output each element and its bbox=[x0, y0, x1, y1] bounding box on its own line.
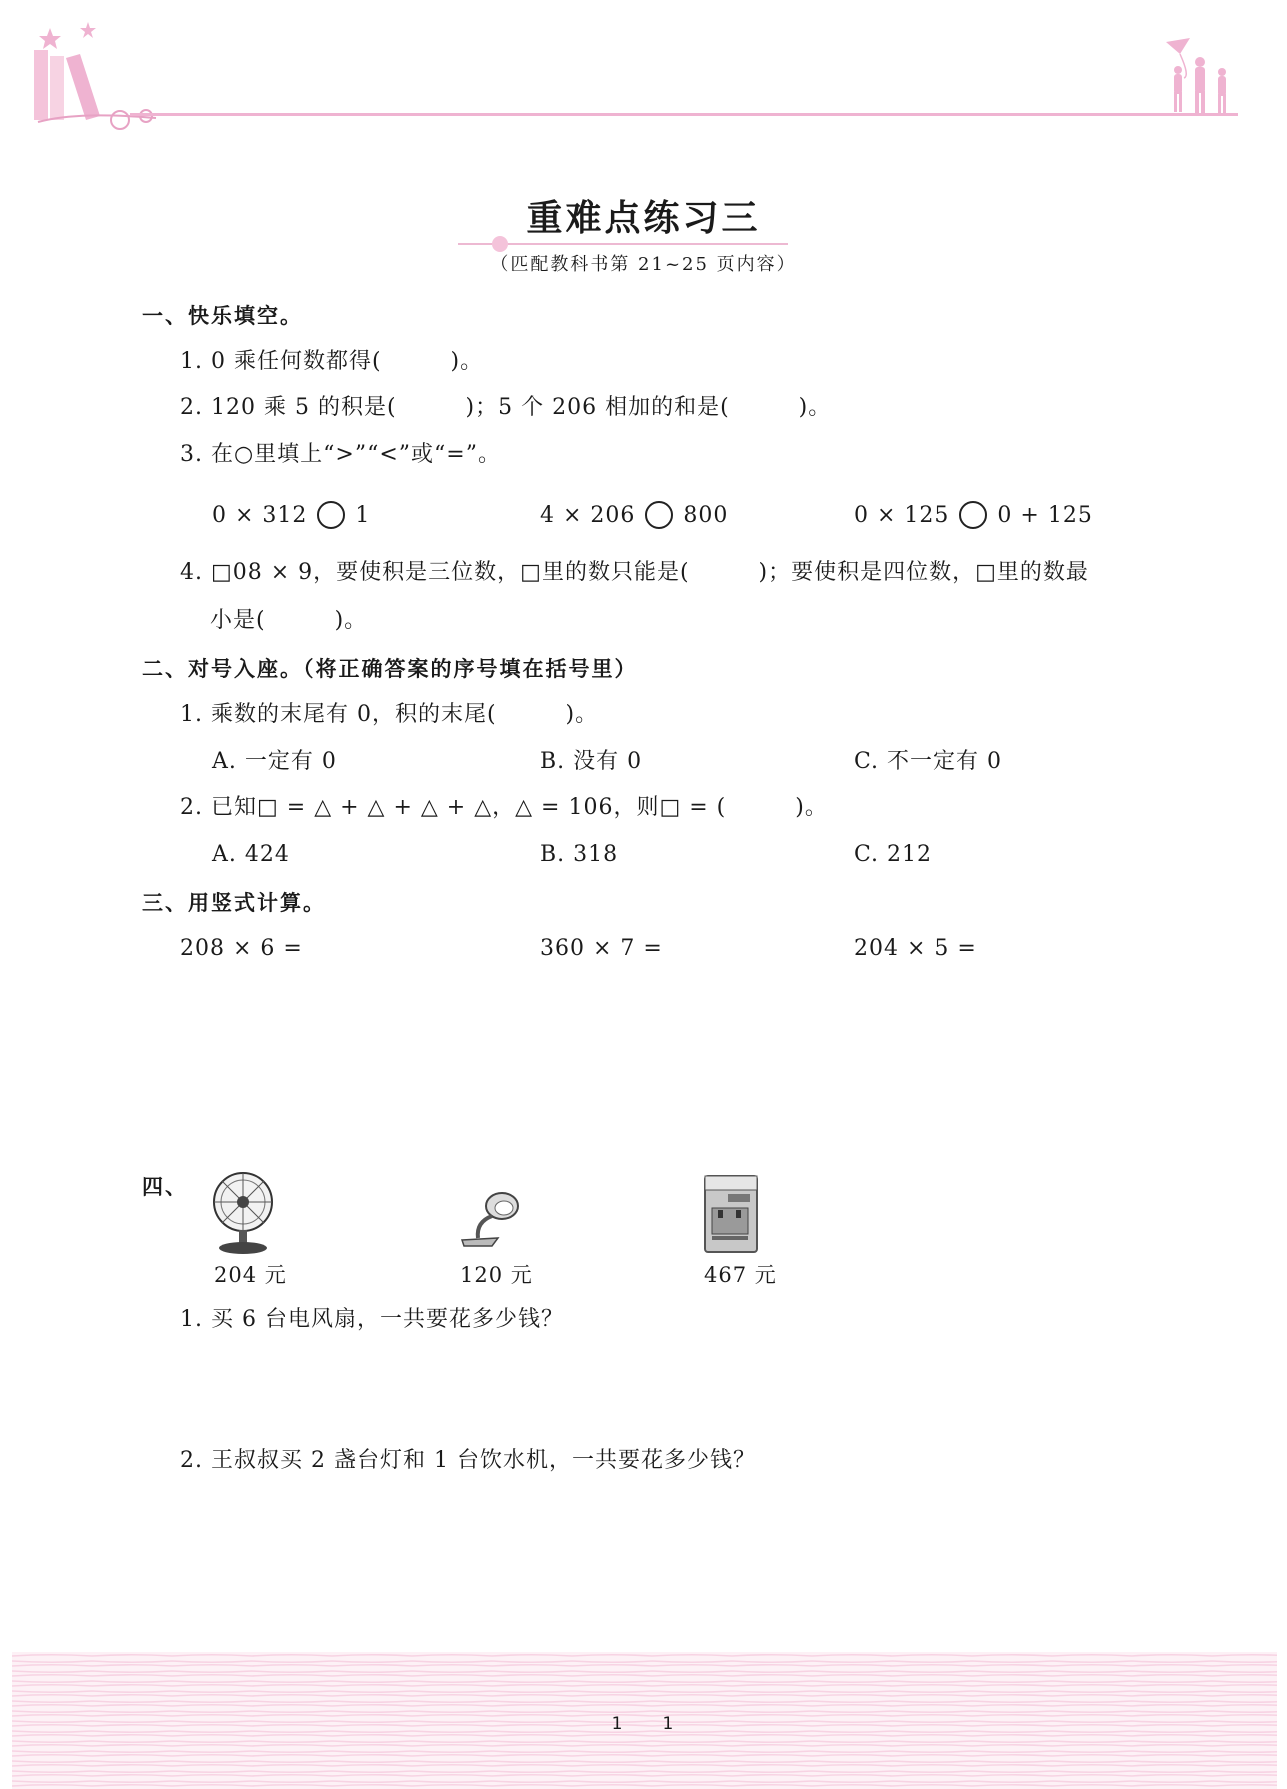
compare-right: 800 bbox=[683, 503, 729, 528]
compare-left: 0 × 125 bbox=[854, 503, 950, 528]
page-subtitle: （匹配教科书第 21~25 页内容） bbox=[490, 254, 797, 275]
option-a[interactable]: A. 一定有 0 bbox=[212, 749, 337, 774]
desk-lamp-icon bbox=[458, 1188, 522, 1248]
compare-right: 1 bbox=[355, 503, 371, 528]
page-number: 1 1 bbox=[611, 1714, 676, 1734]
section2-question-1: 1. 乘数的末尾有 0，积的末尾( )。 bbox=[180, 702, 599, 727]
dispenser-price: 467 元 bbox=[704, 1263, 777, 1287]
section2-question-2: 2. 已知□ = △ + △ + △ + △，△ = 106，则□ = ( )。 bbox=[180, 795, 828, 820]
section1-question-4-line2: 小是( )。 bbox=[210, 608, 368, 633]
section1-heading: 一、快乐填空。 bbox=[142, 304, 303, 328]
calc-item-2: 360 × 7 = bbox=[540, 936, 663, 961]
section4-question-2: 2. 王叔叔买 2 盏台灯和 1 台饮水机，一共要花多少钱？ bbox=[180, 1448, 756, 1473]
section2-heading: 二、对号入座。（将正确答案的序号填在括号里） bbox=[142, 657, 638, 681]
section1-question-1: 1. 0 乘任何数都得( )。 bbox=[180, 349, 484, 374]
option-c[interactable]: C. 212 bbox=[854, 842, 933, 867]
section1-question-3: 3. 在○里填上“>”“<”或“=”。 bbox=[180, 442, 501, 467]
compare-right: 0 + 125 bbox=[997, 503, 1093, 528]
title-underline-decoration bbox=[458, 236, 788, 252]
compare-left: 0 × 312 bbox=[212, 503, 308, 528]
kids-kite-silhouette bbox=[1160, 36, 1245, 118]
electric-fan-icon bbox=[210, 1170, 276, 1254]
answer-circle[interactable] bbox=[959, 501, 987, 529]
section3-heading: 三、用竖式计算。 bbox=[142, 891, 326, 915]
compare-item-3 bbox=[854, 501, 1093, 531]
compare-item-2 bbox=[540, 501, 728, 531]
section4-question-1: 1. 买 6 台电风扇，一共要花多少钱？ bbox=[180, 1307, 564, 1332]
option-b[interactable]: B. 没有 0 bbox=[540, 749, 643, 774]
option-b[interactable]: B. 318 bbox=[540, 842, 619, 867]
answer-circle[interactable] bbox=[317, 501, 345, 529]
option-c[interactable]: C. 不一定有 0 bbox=[854, 749, 1003, 774]
option-a[interactable]: A. 424 bbox=[212, 842, 290, 867]
section4-heading: 四、 bbox=[142, 1175, 188, 1199]
answer-circle[interactable] bbox=[645, 501, 673, 529]
lamp-price: 120 元 bbox=[460, 1263, 533, 1287]
compare-item-1 bbox=[212, 501, 370, 531]
page-title: 重难点练习三 bbox=[526, 197, 761, 239]
compare-left: 4 × 206 bbox=[540, 503, 636, 528]
header-line bbox=[130, 113, 1238, 116]
fan-price: 204 元 bbox=[214, 1263, 287, 1287]
calc-item-3: 204 × 5 = bbox=[854, 936, 977, 961]
water-dispenser-icon bbox=[702, 1174, 760, 1254]
section1-question-2: 2. 120 乘 5 的积是( )；5 个 206 相加的和是( )。 bbox=[180, 395, 832, 420]
calc-item-1: 208 × 6 = bbox=[180, 936, 303, 961]
section1-question-4-line1: 4. □08 × 9，要使积是三位数，□里的数只能是( )；要使积是四位数，□里的数最 bbox=[180, 560, 1089, 585]
